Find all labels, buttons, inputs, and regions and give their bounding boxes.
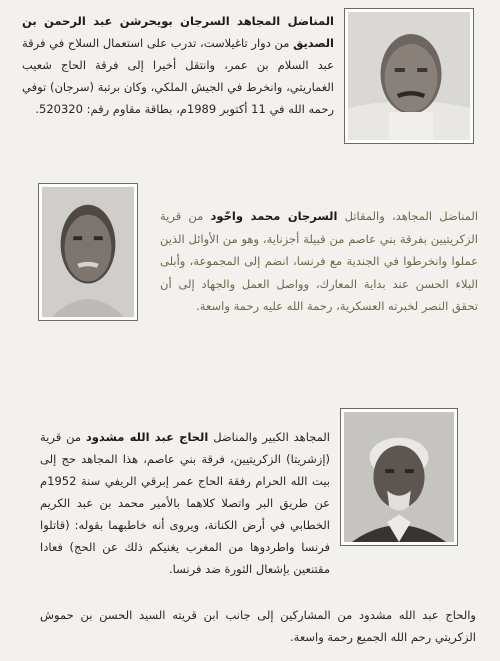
bio-text-1 <box>22 10 334 120</box>
entry-1-name: الصديق <box>293 36 334 50</box>
entry-1-name-line: المناضل المجاهد السرجان بويحرشن عبد الرحمن بن <box>22 14 334 28</box>
entry-2-name: السرجان محمد واحّود <box>210 209 338 223</box>
portrait-photo-1 <box>344 8 474 144</box>
closing-text <box>40 604 476 648</box>
bio-text-3 <box>40 426 330 580</box>
entry-3-paragraph: من قرية (إزشريتا) الزكريتيين، فرقة بني عاصم، هذا المجاهد حج إلى بيت الله الحرام رفقة الحاج عمر إبرقي الريفي سنة 1952م عن طريق البر واتصلا كلاهما بالأمير محمد بن عبد الكريم الخطابي في أرض الكنانة، ويروى أنه خاطبهما بقوله: (قاتلوا فرنسا واطردوها من المغرب يغنيكم ذلك عن الحج) فعادا مقتنعين بإشعال الثورة ضد فرنسا. <box>40 430 330 576</box>
entry-2-intro: المناضل المجاهد، والمقاتل <box>344 209 479 223</box>
entry-2-paragraph: من قرية الزكريتيين بفرقة بني عاصم من قبيلة أجزناية، وهو من الأوائل الذين عملوا وانخرطوا في الجندية مع فرنسا، انضم إلى المجموعة، وأبلى البلاء الحسن عند بداية المعارك، وواصل العمل والجهاد إلى أن تحقق النصر لخبرته العسكرية، رحمة الله عليه رحمة واسعة. <box>160 209 478 313</box>
portrait-photo-3 <box>340 408 458 546</box>
bio-text-2 <box>160 205 478 318</box>
entry-3-intro: المجاهد الكبير والمناضل <box>213 430 331 444</box>
entry-3-closing: والحاج عبد الله مشدود من المشاركين إلى جانب ابن قريته السيد الحسن بن حموش الزكريتي رحم الله الجميع رحمة واسعة. <box>40 608 476 644</box>
entry-1-paragraph: من دوار تاغيلاست، تدرب على استعمال السلاح في فرقة عبد السلام بن عمر، وانتقل أخيرا إلى فرقة الحاج شعيب الغماريتي، وانخرط في الجيش الملكي، وكان برتبة (سرجان) توفي رحمه الله في 11 أكتوبر 1989م، بطاقة مقاوم رقم: 520320. <box>22 36 334 116</box>
portrait-photo-2 <box>38 183 138 321</box>
entry-3-name: الحاج عبد الله مشدود <box>85 430 209 444</box>
